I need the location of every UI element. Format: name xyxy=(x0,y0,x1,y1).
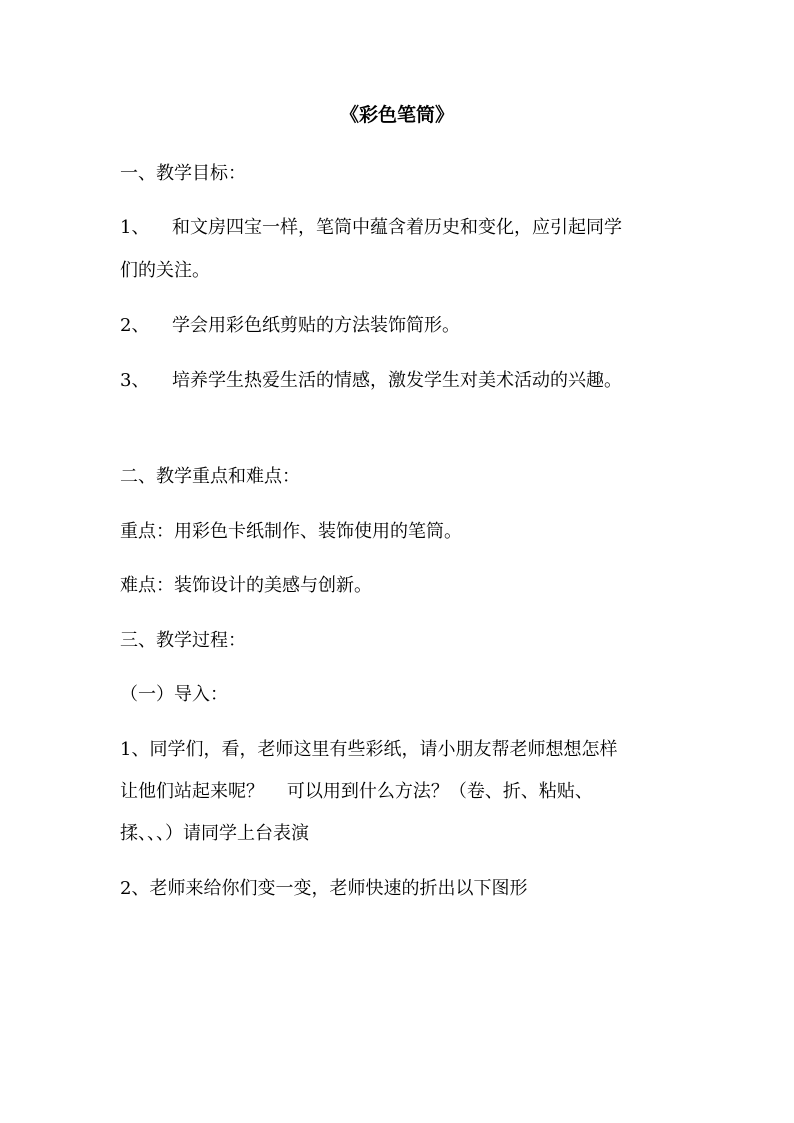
objective-number: 1、 xyxy=(120,217,150,238)
sub-heading-introduction: （一）导入： xyxy=(120,684,228,705)
objective-item-1-continued: 们的关注。 xyxy=(120,260,210,281)
key-point: 重点：用彩色卡纸制作、装饰使用的笔筒。 xyxy=(120,521,462,542)
step-1-line-2: 让他们站起来呢？ 可以用到什么方法？（卷、折、粘贴、 xyxy=(120,781,593,802)
difficult-point: 难点：装饰设计的美感与创新。 xyxy=(120,575,372,596)
objective-text: 培养学生热爱生活的情感，激发学生对美术活动的兴趣。 xyxy=(172,370,622,391)
section-heading-objectives: 一、教学目标： xyxy=(120,163,246,184)
section-heading-process: 三、教学过程： xyxy=(120,630,246,651)
step-1-line-3: 揉、、、）请同学上台表演 xyxy=(120,823,309,844)
objective-item-1 xyxy=(120,213,680,243)
document-title: 《彩色笔筒》 xyxy=(339,104,454,126)
objective-number: 3、 xyxy=(120,370,150,391)
step-1-line-1: 1、同学们，看，老师这里有些彩纸，请小朋友帮老师想想怎样 xyxy=(120,739,618,760)
objective-text: 和文房四宝一样，笔筒中蕴含着历史和变化，应引起同学 xyxy=(172,217,622,238)
objective-item-3 xyxy=(120,366,680,396)
objective-text: 学会用彩色纸剪贴的方法装饰简形。 xyxy=(172,315,460,336)
step-2: 2、老师来给你们变一变，老师快速的折出以下图形 xyxy=(120,878,528,899)
objective-item-2 xyxy=(120,311,680,341)
section-heading-key-points: 二、教学重点和难点： xyxy=(120,466,300,487)
objective-number: 2、 xyxy=(120,315,150,336)
